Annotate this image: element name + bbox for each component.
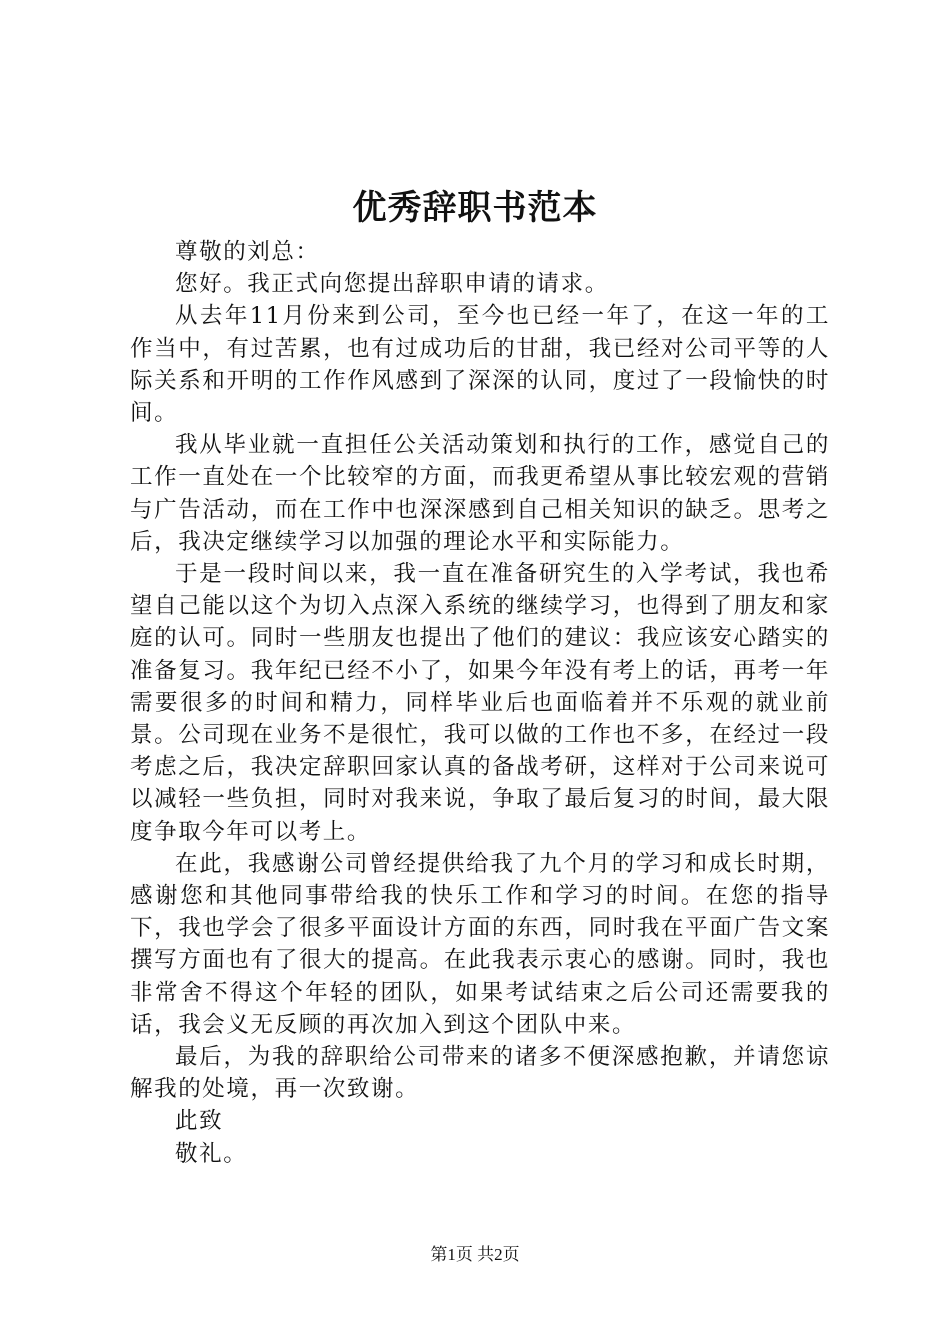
paragraph-3: 于是一段时间以来，我一直在准备研究生的入学考试，我也希望自己能以这个为切入点深入系统的继续学习，也得到了朋友和家庭的认可。同时一些朋友也提出了他们的建议：我应该安心踏实的准备复习。我年纪已经不小了，如果今年没有考上的话，再考一年需要很多的时间和精力，同样毕业后也面临着并不乐观的就业前景。公司现在业务不是很忙，我可以做的工作也不多，在经过一段考虑之后，我决定辞职回家认真的备战考研，这样对于公司来说可以减轻一些负担，同时对我来说，争取了最后复习的时间，最大限度争取今年可以考上。 bbox=[130, 561, 830, 845]
paragraph-4: 在此，我感谢公司曾经提供给我了九个月的学习和成长时期，感谢您和其他同事带给我的快乐工作和学习的时间。在您的指导下，我也学会了很多平面设计方面的东西，同时我在平面广告文案撰写方面也有了很大的提高。在此我表示衷心的感谢。同时，我也非常舍不得这个年轻的团队，如果考试结束之后公司还需要我的话，我会义无反顾的再次加入到这个团队中来。 bbox=[130, 850, 830, 1038]
page-number: 第1页 共2页 bbox=[430, 1245, 520, 1264]
paragraph-1: 从去年11月份来到公司，至今也已经一年了，在这一年的工作当中，有过苦累，也有过成功后的甘甜，我已经对公司平等的人际关系和开明的工作作风感到了深深的认同，度过了一段愉快的时间。 bbox=[130, 303, 830, 427]
paragraph-2: 我从毕业就一直担任公关活动策划和执行的工作，感觉自己的工作一直处在一个比较窄的方面，而我更希望从事比较宏观的营销与广告活动，而在工作中也深深感到自己相关知识的缺乏。思考之后，我决定继续学习以加强的理论水平和实际能力。 bbox=[130, 432, 830, 555]
document-title: 优秀辞职书范本 bbox=[352, 188, 598, 228]
greeting: 您好。我正式向您提出辞职申请的请求。 bbox=[175, 271, 609, 298]
paragraph-5: 最后，为我的辞职给公司带来的诸多不便深感抱歉，并请您谅解我的处境，再一次致谢。 bbox=[130, 1044, 830, 1103]
closing-line-2: 敬礼。 bbox=[175, 1140, 248, 1167]
letter-body bbox=[130, 236, 830, 1170]
salutation: 尊敬的刘总： bbox=[175, 239, 320, 265]
closing-line-1: 此致 bbox=[175, 1108, 224, 1135]
